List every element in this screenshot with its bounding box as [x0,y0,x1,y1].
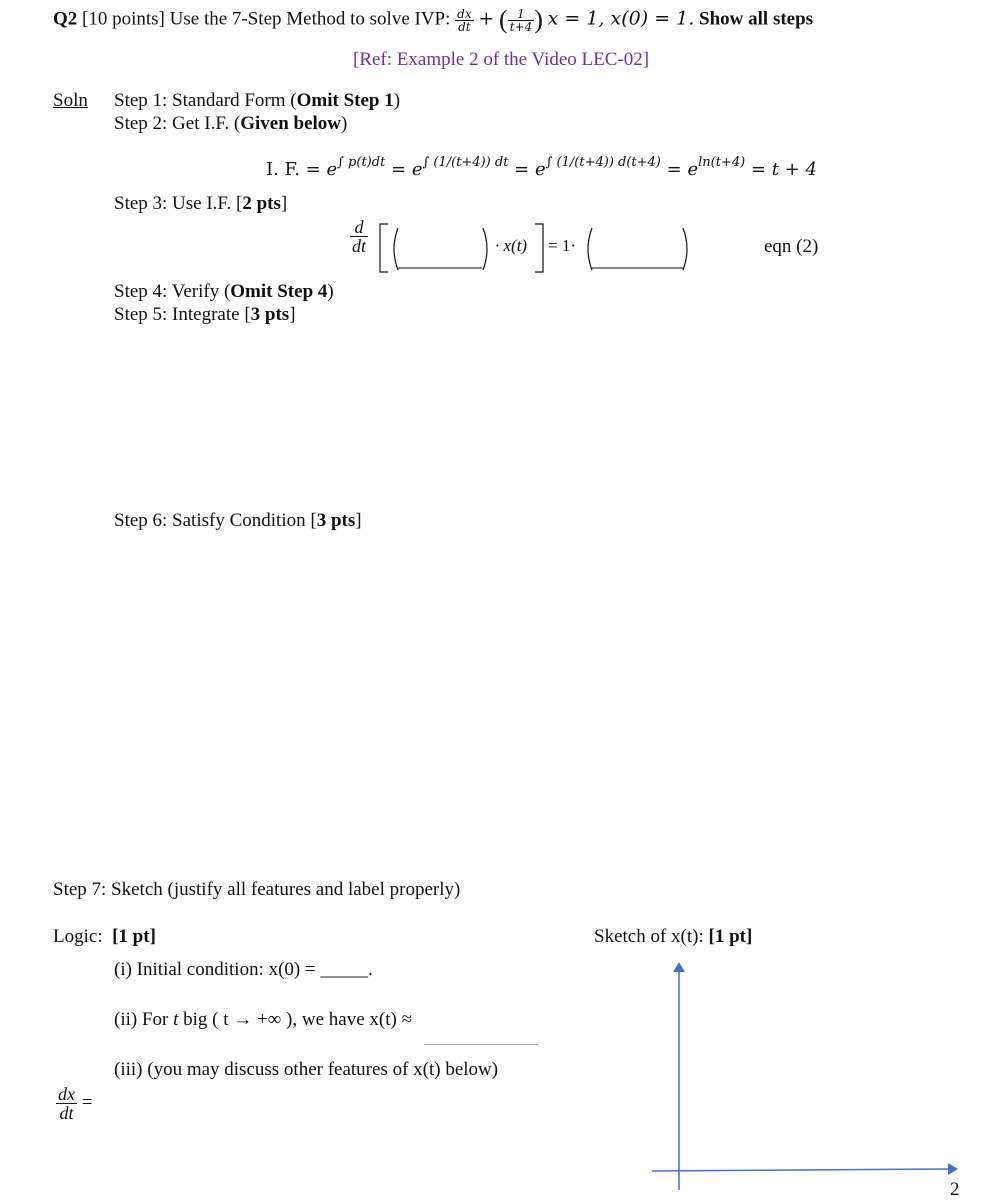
show-steps-note: Show all steps [699,8,814,30]
logic-item-2: (ii) For t big ( t → +∞ ), we have x(t) ≈ [114,1009,412,1030]
integrating-factor-equation: I. F. = $e^{\int p(t)dt} = e^{\int (1/(t+4)) dt} = e^{\int (1/(t+4)) d(t+4)} = e^{ln(t+4)} = t + 4$ [266,155,817,180]
step-3: Step 3: Use I.F. [2 pts] [114,193,288,214]
ode-coefficient: $\frac{1}{t+4}$ [509,6,533,34]
question-points: [10 points] [82,8,165,30]
logic-heading: Logic: [1 pt] [53,926,156,947]
x-axis [652,1169,950,1171]
question-label: Q2 [53,8,78,30]
logic-item-1: (i) Initial condition: x(0) = _____. [114,959,373,980]
step-6: Step 6: Satisfy Condition [3 pts] [114,510,362,531]
d-dt-operator: $\frac{d}{dt}$ [352,217,367,256]
page-number: 2 [950,1179,960,1200]
question-header: Q2 [10 points] Use the 7-Step Method to solve IVP: $\frac{dx}{dt}$ + ( $\frac{1}{t+4}$ ) x = 1, x(0) = 1. Show all steps [53,5,814,34]
rhs-term: = 1· [548,236,576,255]
step-7: Step 7: Sketch (justify all features and label properly) [53,879,461,900]
logic-item-3: (iii) (you may discuss other features of x(t) below) [114,1059,499,1080]
eqn-label: eqn (2) [764,236,819,257]
soln-label: Soln [53,90,88,111]
step-2: Step 2: Get I.F. (Given below) [114,113,348,134]
step-1: Step 1: Standard Form (Omit Step 1) [114,90,401,111]
x-of-t-term: · x(t) [495,236,528,255]
y-axis-arrow [673,962,685,972]
sketch-heading: Sketch of x(t): [1 pt] [594,926,753,947]
reference-note: [Ref: Example 2 of the Video LEC-02] [353,49,650,70]
step-5: Step 5: Integrate [3 pts] [114,304,296,325]
ode-rest: x = 1, x(0) = 1. [547,7,695,30]
step-4: Step 4: Verify (Omit Step 4) [114,281,334,302]
x-axis-arrow [948,1163,958,1175]
dxdt-expression: $\frac{dx}{dt}$ = [58,1084,93,1123]
ode-derivative: $\frac{dx}{dt}$ [457,6,472,34]
question-prompt: Use the 7-Step Method to solve IVP: [169,8,451,30]
